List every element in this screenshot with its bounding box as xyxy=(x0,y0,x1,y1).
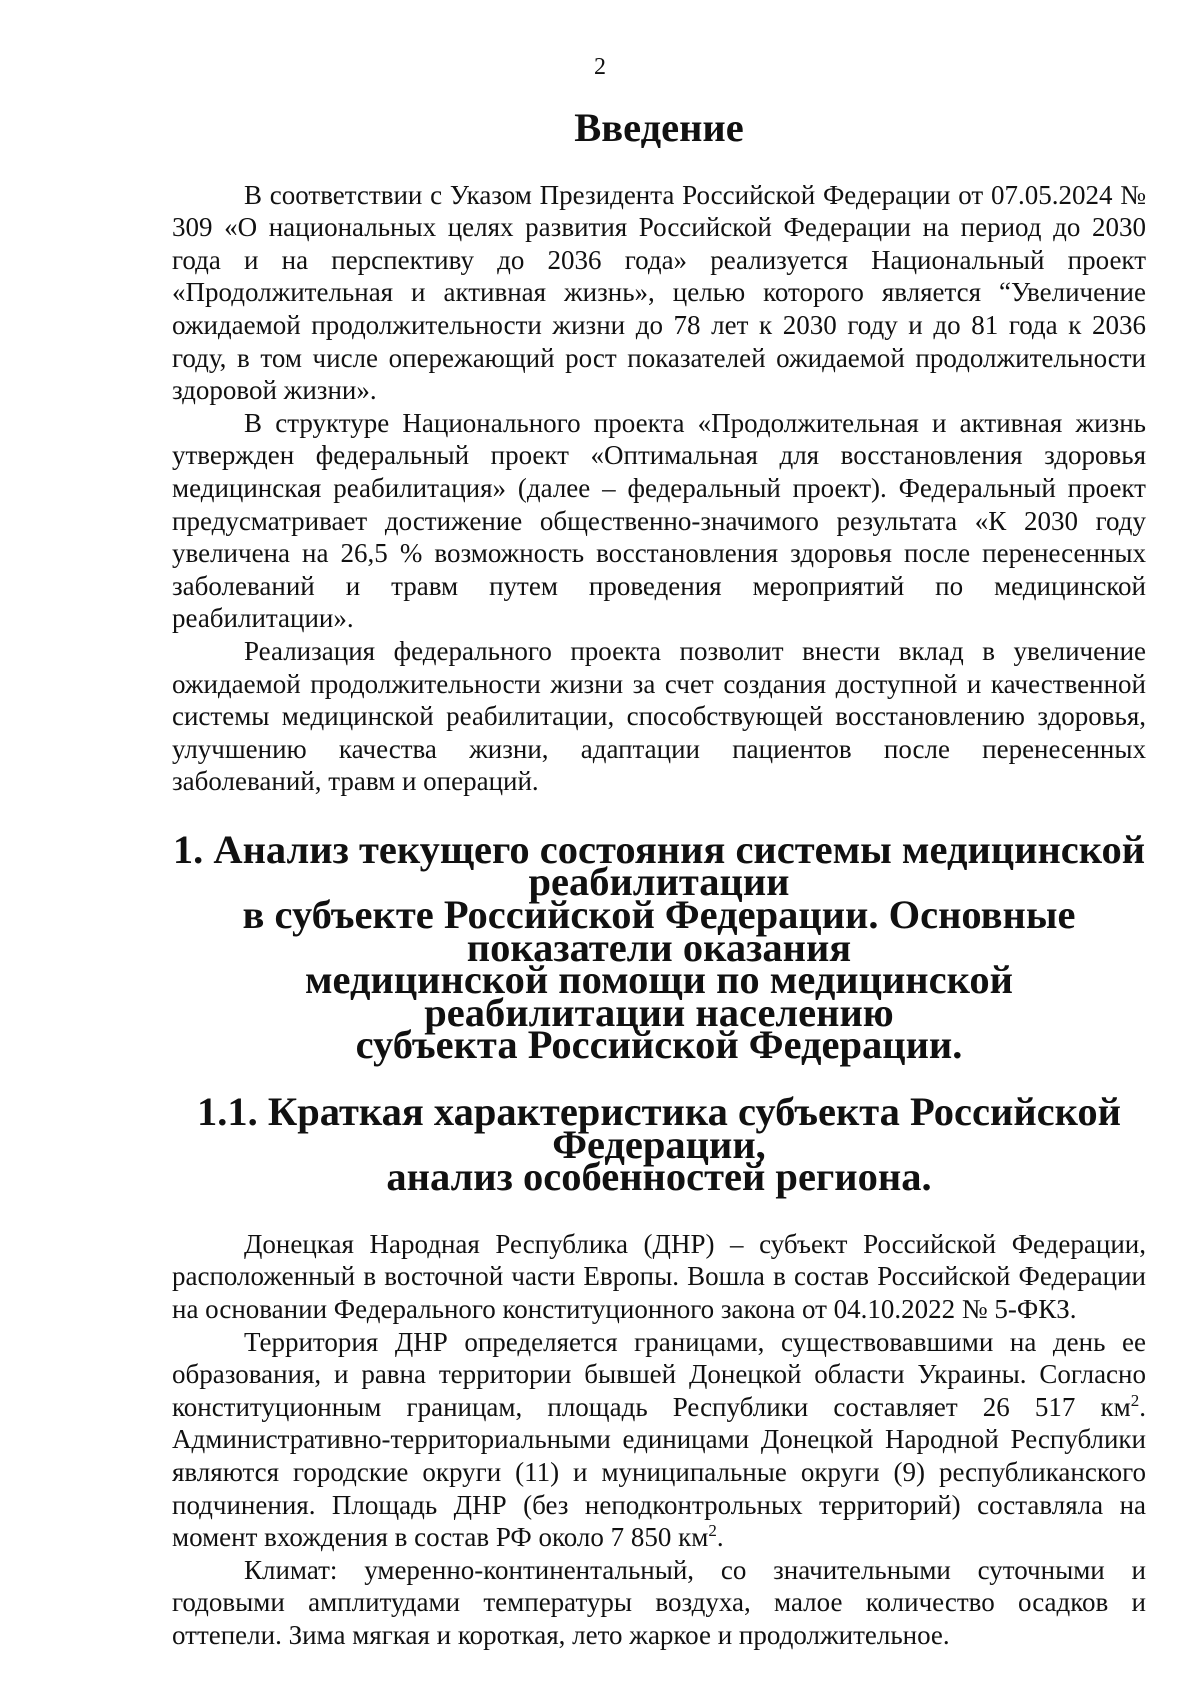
territory-text-b: . Административно-территориальными единицами Донецкой Народной Республики являются городские округи (11) и муниципальные округи (9) республиканского подчинения. Площадь ДНР (без неподконтрольных территорий) составляла на момент вхождения в состав РФ около 7 850 км xyxy=(172,1391,1146,1553)
territory-text-a: Территория ДНР определяется границами, существовавшими на день ее образования, и равна территории бывшей Донецкой области Украины. Согласно конституционным границам, площадь Республики составляет 26 517 км xyxy=(172,1326,1146,1422)
section-1-1-heading xyxy=(172,1089,1146,1200)
section-1-heading-line-2: в субъекте Российской Федерации. Основные показатели оказания xyxy=(242,892,1076,970)
section-1-heading-line-1: 1. Анализ текущего состояния системы медицинской реабилитации xyxy=(172,826,1146,905)
section-1-1-heading-line-1: 1.1. Краткая характеристика субъекта Российской Федерации, xyxy=(196,1089,1122,1167)
intro-paragraph-1: В соответствии с Указом Президента Российской Федерации от 07.05.2024 № 309 «О национальных целях развития Российской Федерации на период до 2030 года и на перспективу до 2036 года» реализуется Национальный проект «Продолжительная и активная жизнь», целью которого является “Увеличение ожидаемой продолжительности жизни до 78 лет к 2030 году и до 81 года к 2036 году, в том числе опережающий рост показателей ожидаемой продолжительности здоровой жизни». xyxy=(172,179,1146,406)
area-unit-superscript-1: 2 xyxy=(1130,1390,1140,1410)
region-paragraph-1: Донецкая Народная Республика (ДНР) – субъект Российской Федерации, расположенный в восточной части Европы. Вошла в состав Российской Федерации на основании Федерального конституционного закона от 04.10.2022 № 5-ФКЗ. xyxy=(172,1228,1146,1324)
area-unit-superscript-2: 2 xyxy=(708,1521,717,1541)
territory-text-c: . xyxy=(716,1522,724,1553)
intro-heading: Введение xyxy=(574,105,744,150)
intro-paragraph-2: В структуре Национального проекта «Продолжительная и активная жизнь утвержден федеральный проект «Оптимальная для восстановления здоровья медицинская реабилитация» (далее – федеральный проект). Федеральный проект предусматривает достижение общественно-значимого результата «К 2030 году увеличена на 26,5 % возможность восстановления здоровья после перенесенных заболеваний и травм путем проведения мероприятий по медицинской реабилитации». xyxy=(172,407,1146,634)
climate-paragraph: Климат: умеренно-континентальный, со значительными суточными и годовыми амплитудами температуры воздуха, малое количество осадков и оттепели. Зима мягкая и короткая, лето жаркое и продолжительное. xyxy=(172,1554,1146,1650)
section-1-1-heading-line-2: анализ особенностей региона. xyxy=(386,1154,932,1200)
page-number: 2 xyxy=(594,54,606,80)
section-1-heading xyxy=(172,826,1146,1068)
intro-paragraph-3: Реализация федерального проекта позволит внести вклад в увеличение ожидаемой продолжительности жизни за счет создания доступной и качественной системы медицинской реабилитации, способствующей восстановлению здоровья, улучшению качества жизни, адаптации пациентов после перенесенных заболеваний, травм и операций. xyxy=(172,635,1146,797)
document-body xyxy=(172,105,1146,1652)
region-paragraph-2 xyxy=(172,1326,1146,1554)
section-1-heading-line-3: медицинской помощи по медицинской реабилитации населению xyxy=(304,957,1014,1035)
section-1-heading-line-4: субъекта Российской Федерации. xyxy=(355,1022,963,1068)
